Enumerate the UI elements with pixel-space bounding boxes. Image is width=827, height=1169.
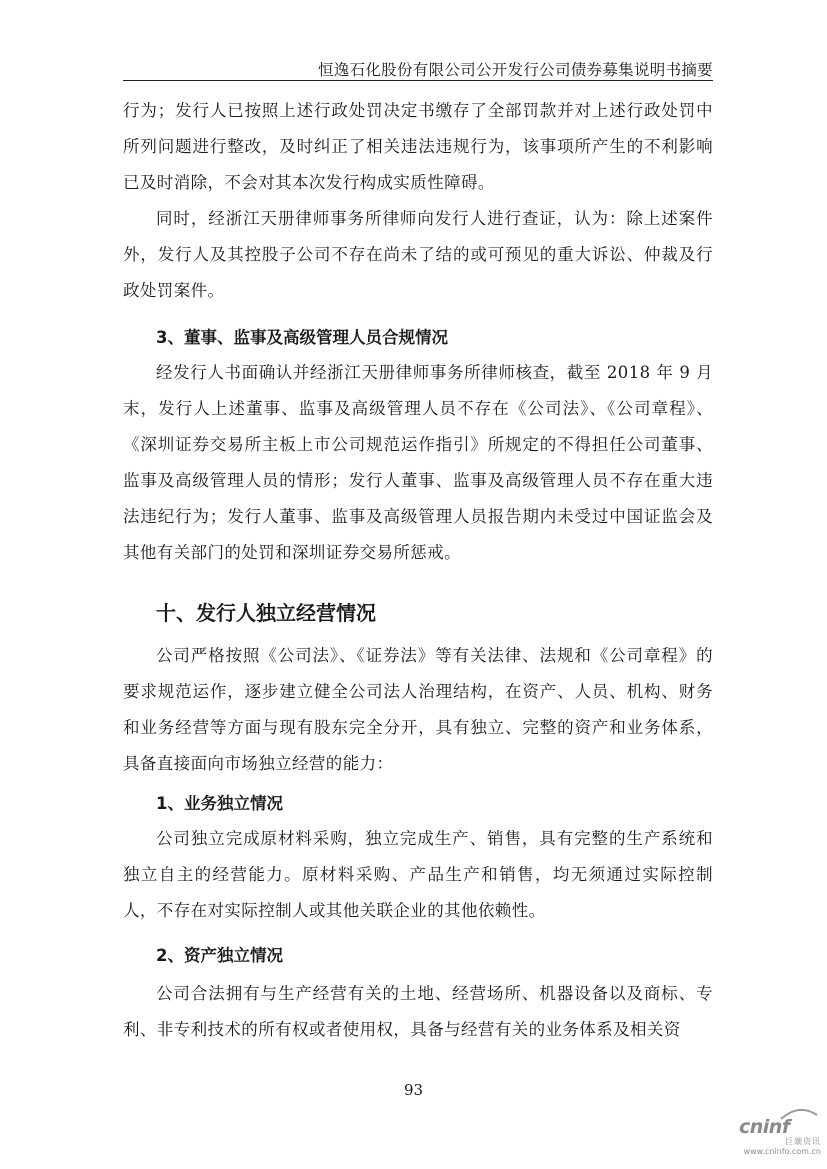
cninfo-logo-text: cninf: [739, 1116, 790, 1138]
running-header: 恒逸石化股份有限公司公开发行公司债券募集说明书摘要: [317, 61, 713, 79]
paragraph-penalty-rectified: 行为；发行人已按照上述行政处罚决定书缴存了全部罚款并对上述行政处罚中所列问题进行整改，及时纠正了相关违法违规行为，该事项所产生的不利影响已及时消除，不会对其本次发行构成实质性障碍。: [123, 101, 713, 192]
cninfo-logo: [739, 1116, 821, 1138]
cninfo-cn-name: 巨潮资讯: [785, 1137, 821, 1146]
cninfo-watermark: [739, 1116, 821, 1156]
paragraph-directors-compliance: 经发行人书面确认并经浙江天册律师事务所律师核查，截至 2018 年 9 月末，发行人上述董事、监事及高级管理人员不存在《公司法》、《公司章程》、《深圳证券交易所主板上市公司规范运作指引》所规定的不得担任公司董事、监事及高级管理人员的情形；发行人董事、监事及高级管理人员不存在重大违法违纪行为；发行人董事、监事及高级管理人员报告期内未受过中国证监会及其他有关部门的处罚和深圳证券交易所惩戒。: [123, 363, 713, 562]
logo-arc-icon: [779, 1107, 819, 1121]
section-heading-2: 2、资产独立情况: [156, 946, 283, 965]
cninfo-url: www.cninfo.com.cn: [743, 1147, 821, 1156]
paragraph-asset-independence: 公司合法拥有与生产经营有关的土地、经营场所、机器设备以及商标、专利、非专利技术的所有权或者使用权，具备与经营有关的业务体系及相关资: [123, 984, 713, 1039]
paragraph-business-independence: 公司独立完成原材料采购，独立完成生产、销售，具有完整的生产系统和独立自主的经营能力。原材料采购、产品生产和销售，均无须通过实际控制人，不存在对实际控制人或其他关联企业的其他依赖性。: [123, 829, 713, 920]
paragraph-independence-intro: 公司严格按照《公司法》、《证券法》等有关法律、法规和《公司章程》的要求规范运作，逐步建立健全公司法人治理结构，在资产、人员、机构、财务和业务经营等方面与现有股东完全分开，具有独立、完整的资产和业务体系，具备直接面向市场独立经营的能力：: [123, 646, 713, 773]
paragraph-lawyer-verification: 同时，经浙江天册律师事务所律师向发行人进行查证，认为：除上述案件外，发行人及其控股子公司不存在尚未了结的或可预见的重大诉讼、仲裁及行政处罚案件。: [123, 209, 713, 300]
section-heading-1: 1、业务独立情况: [156, 794, 283, 813]
chapter-heading: 十、发行人独立经营情况: [156, 601, 376, 625]
header-rule: [123, 80, 713, 81]
page-number: 93: [403, 1081, 424, 1099]
section-heading-3: 3、董事、监事及高级管理人员合规情况: [156, 328, 448, 347]
